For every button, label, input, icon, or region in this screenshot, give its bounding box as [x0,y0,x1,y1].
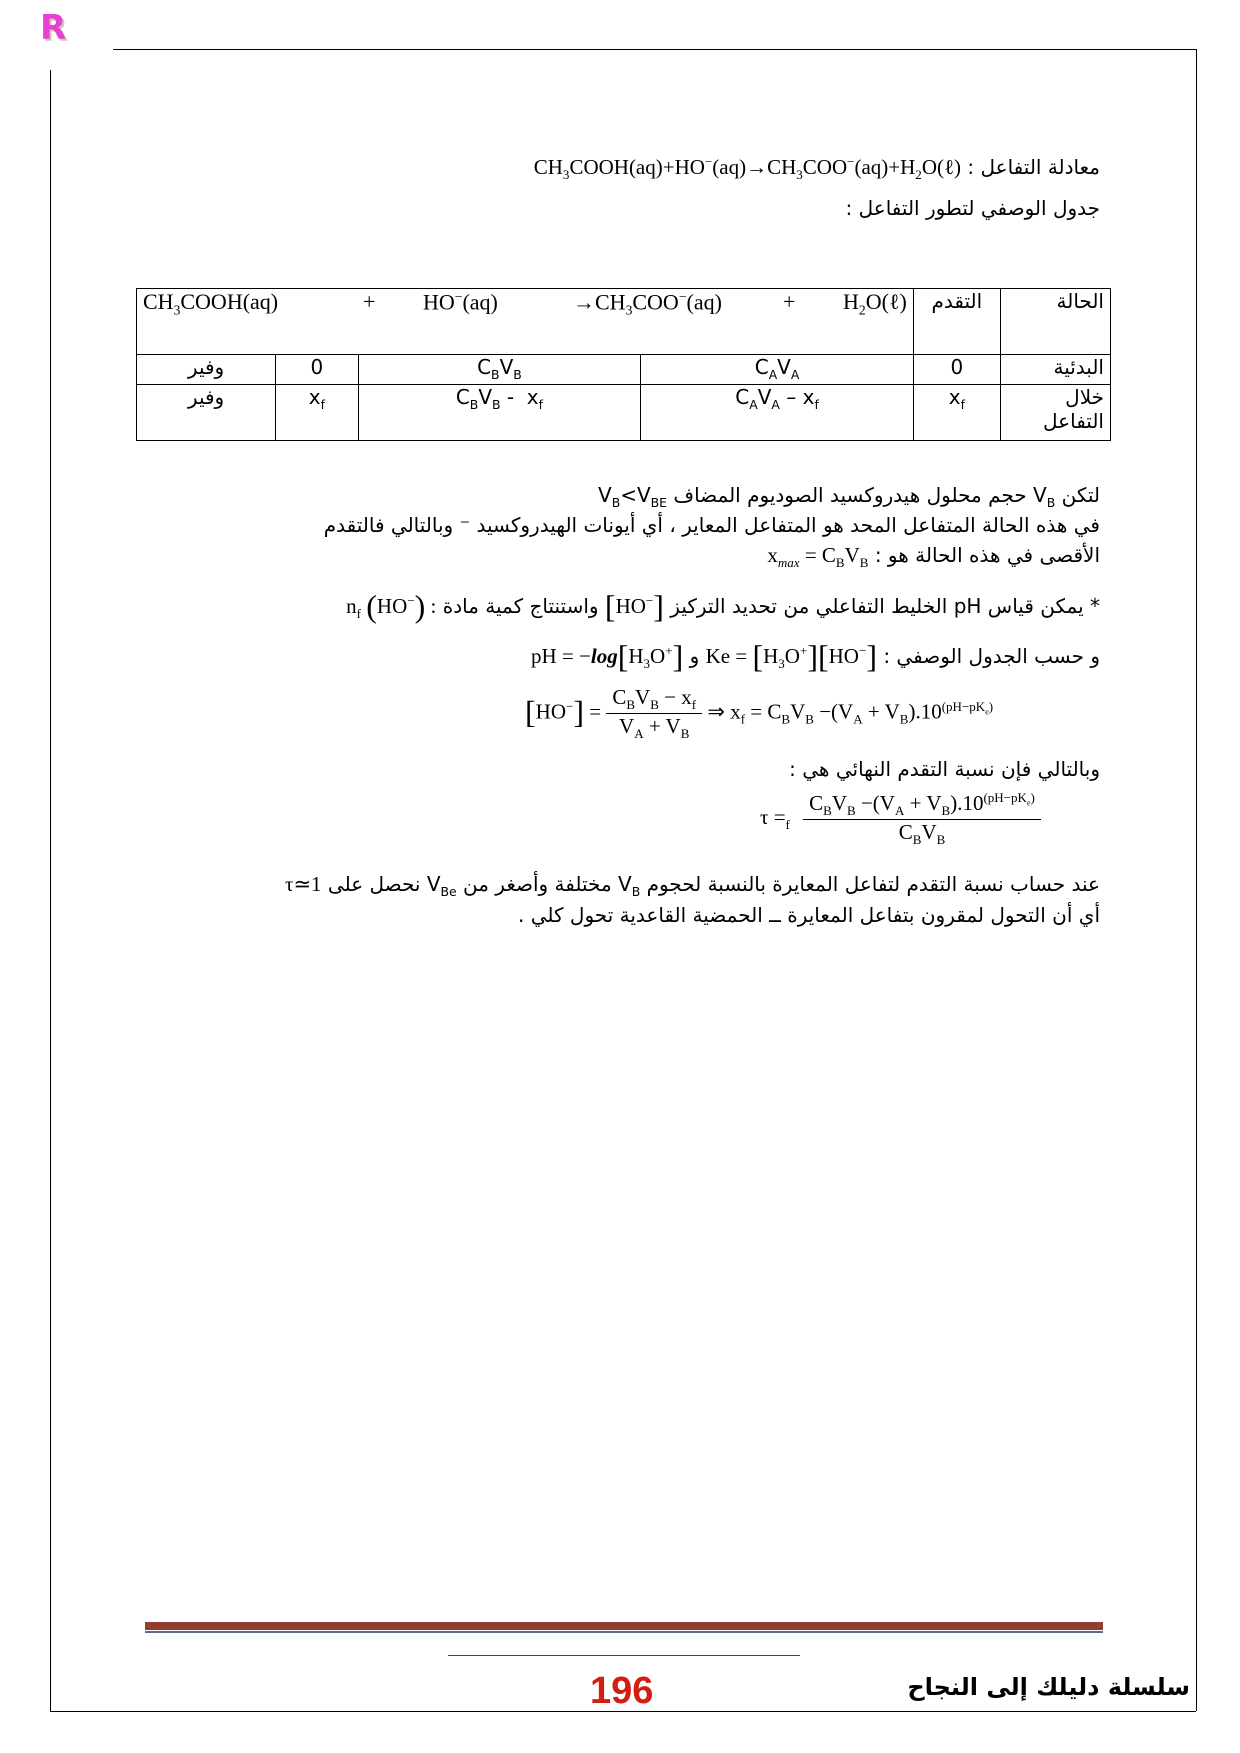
table-row [137,385,1111,441]
progress-header: التقدم [913,289,1000,355]
p5-mid: و [689,644,700,668]
footer-rule-thin [145,1631,1103,1633]
reaction-equation: $CH_3COOH(aq)+HO^-(aq)\to CH_3COO^-(aq)+H_2O(\ell)$ [533,154,962,183]
header-equation-cell [137,289,914,355]
p5-text: و حسب الجدول الوصفي : [883,644,1100,668]
cell-state: خلال التفاعل [1000,385,1110,441]
paragraph-2: في هذه الحالة المتفاعل المحد هو المتفاعل المعاير ، أي أيونات الهيدروكسيد ⁻ وبالتالي فالتقدم [323,513,1100,537]
ph-formula: pH = $-\log[H_3O^+]$ [531,638,684,674]
cell-c3: $x_f$ [276,385,358,441]
cell-c2: $C_BV_B - x_f$ [358,385,641,441]
p4-mid: واستنتاج كمية مادة [442,594,599,618]
paragraph-3 [767,543,1100,571]
progress-table [136,288,1111,441]
cell-c1: $C_AV_A - x_f$ [641,385,914,441]
equation-label: معادلة التفاعل : [967,155,1100,179]
cell-state: البدئية [1000,355,1110,385]
xmax-formula: $x_{max} = C_BV_B$ [767,543,869,571]
cell-c1: $C_AV_A$ [641,355,914,385]
header-equation: $CH_3COOH(aq) + HO^-(aq) \to CH_3COO^-(aq)$ + $H_2O(\ell)$ [143,289,907,318]
logo: R [40,8,67,48]
footer-link-line [448,1655,800,1656]
frame-right-rule [1196,49,1197,1711]
tau-approx: τ≃1 [285,872,322,896]
cell-c4: وفير [137,385,276,441]
ho-fraction-formula: [HO−] = $\frac{C_BV_B - x_f}{V_A + V_B}$ ⇒ $x_f = C_BV_B -(V_A + V_B).10^{(pH-pK_e)}$ [525,685,994,742]
cell-c3: 0 [276,355,358,385]
p8-text: عند حساب نسبة التقدم لتفاعل المعايرة بالنسبة لحجوم $V_B$ مختلفة وأصغر من $V_{Be}$ نحصل على [327,872,1100,899]
p4-text: * يمكن قياس pH الخليط التفاعلي من تحديد التركيز [670,594,1100,618]
table-title: جدول الوصفي لتطور التفاعل : [845,196,1100,220]
paragraph-7: وبالتالي فإن نسبة التقدم النهائي هي : [789,757,1100,781]
tau-formula: $\tau =_f$ $\frac{C_BV_B -(V_A + V_B).10^{(pH-pK_e)}}{C_BV_B}$ [760,790,1041,848]
reaction-equation-line [534,154,1100,183]
paragraph-5 [531,638,1100,675]
paragraph-1: لتكن $V_B$ حجم محلول هيدروكسيد الصوديوم المضاف $V_B<V_{BE}$ [598,483,1100,510]
cell-progress: $x_f$ [913,385,1000,441]
cell-progress: 0 [913,355,1000,385]
paragraph-9: أي أن التحول لمقرون بتفاعل المعايرة ــ الحمضية القاعدية تحول كلي . [518,903,1100,927]
series-title: سلسلة دليلك إلى النجاح [907,1673,1190,1701]
paragraph-8 [285,872,1100,899]
state-header: الحالة [1000,289,1110,355]
paragraph-4 [346,588,1100,625]
page-number: 196 [590,1670,654,1712]
footer-rule-thick [145,1622,1103,1630]
frame-top-rule [113,49,1196,50]
table-row [137,355,1111,385]
ke-formula: $Ke = [H_3O^+][HO^-]$ [705,638,877,674]
cell-c2: $C_BV_B$ [358,355,641,385]
cell-c4: وفير [137,355,276,385]
frame-left-rule [50,70,51,1711]
ho-concentration: [HO−] [604,588,664,624]
nf-ho: $n_f$ (HO−) : [346,588,437,624]
p3-text: الأقصى في هذه الحالة هو : [874,543,1100,567]
